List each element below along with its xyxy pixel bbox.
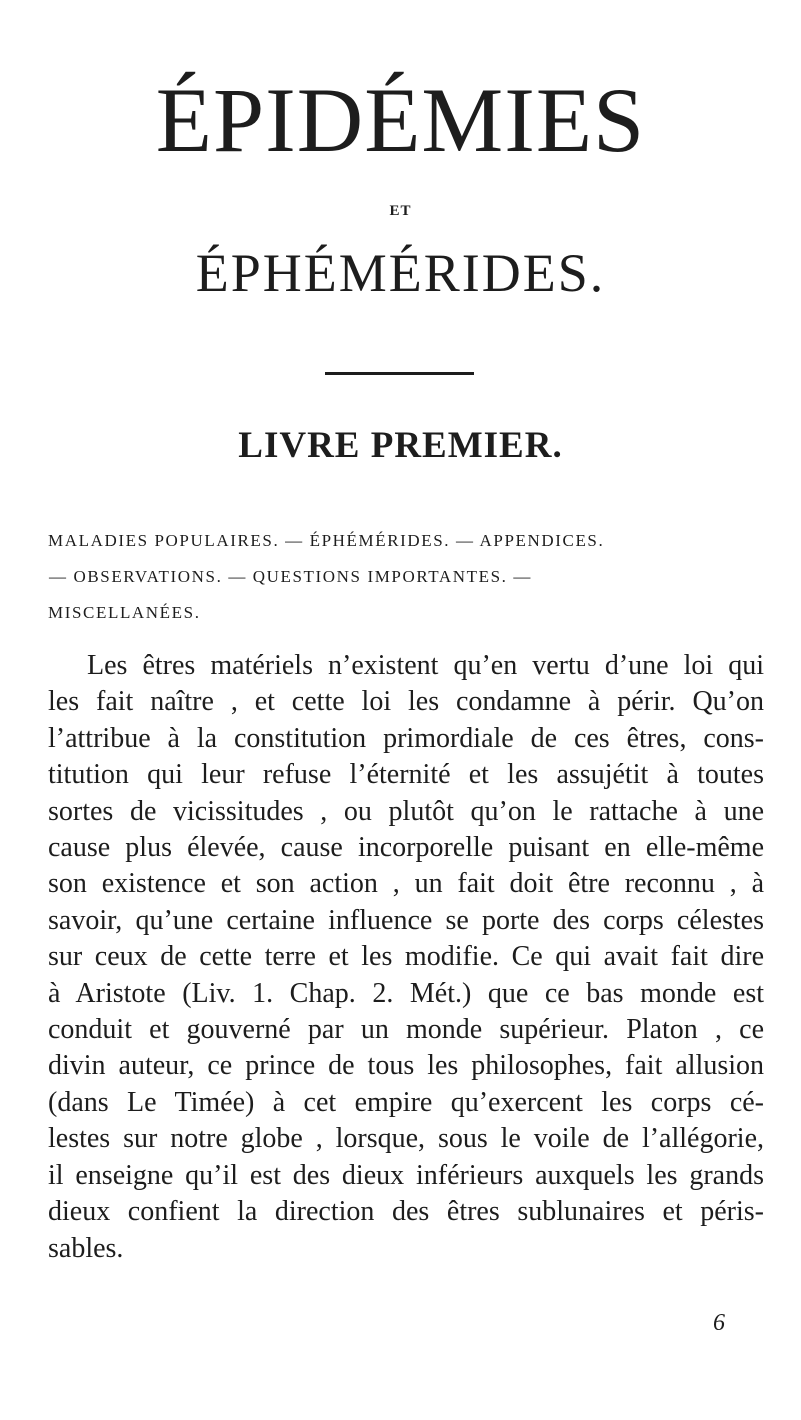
text-line: cause plus élevée, cause incorporelle puisant en elle-même [48, 832, 764, 864]
summary-line: MALADIES POPULAIRES. — ÉPHÉMÉRIDES. — APPENDICES. [48, 531, 605, 550]
text-line: son existence et son action , un fait doit être reconnu , à [48, 868, 764, 900]
text-line: dieux confient la direction des êtres sublunaires et péris- [48, 1196, 764, 1228]
text-line: titution qui leur refuse l’éternité et les assujétit à toutes [48, 759, 764, 791]
page-subtitle: ÉPHÉMÉRIDES. [195, 243, 606, 303]
text-line: (dans Le Timée) à cet empire qu’exercent les corps cé- [48, 1086, 764, 1118]
text-line: conduit et gouverné par un monde supérieur. Platon , ce [48, 1014, 764, 1046]
title-conjunction: ET [389, 203, 412, 219]
text-line: sortes de vicissitudes , ou plutôt qu’on le rattache à une [48, 795, 764, 827]
summary-line: — OBSERVATIONS. — QUESTIONS IMPORTANTES. — [49, 567, 532, 586]
summary-line: MISCELLANÉES. [48, 603, 201, 622]
body-paragraph [48, 648, 764, 1267]
text-line: à Aristote (Liv. 1. Chap. 2. Mét.) que ce bas monde est [48, 977, 764, 1009]
text-line: divin auteur, ce prince de tous les philosophes, fait allusion [48, 1050, 764, 1082]
text-line: Les êtres matériels n’existent qu’en vertu d’une loi qui [87, 650, 764, 681]
page-title: ÉPIDÉMIES [155, 69, 646, 171]
text-line: il enseigne qu’il est des dieux inférieurs auxquels les grands [48, 1159, 764, 1191]
text-line: sables. [48, 1232, 124, 1264]
text-line: sur ceux de cette terre et les modifie. Ce qui avait fait dire [48, 941, 764, 973]
text-line: l’attribue à la constitution primordiale de ces êtres, cons- [48, 722, 764, 754]
text-line: lestes sur notre globe , lorsque, sous le voile de l’allégorie, [48, 1123, 764, 1155]
text-line: savoir, qu’une certaine influence se porte des corps célestes [48, 904, 764, 936]
title-divider [325, 372, 474, 375]
book-heading: LIVRE PREMIER. [238, 425, 563, 466]
text-line: les fait naître , et cette loi les condamne à périr. Qu’on [48, 686, 764, 718]
signature-mark: 6 [713, 1310, 725, 1336]
